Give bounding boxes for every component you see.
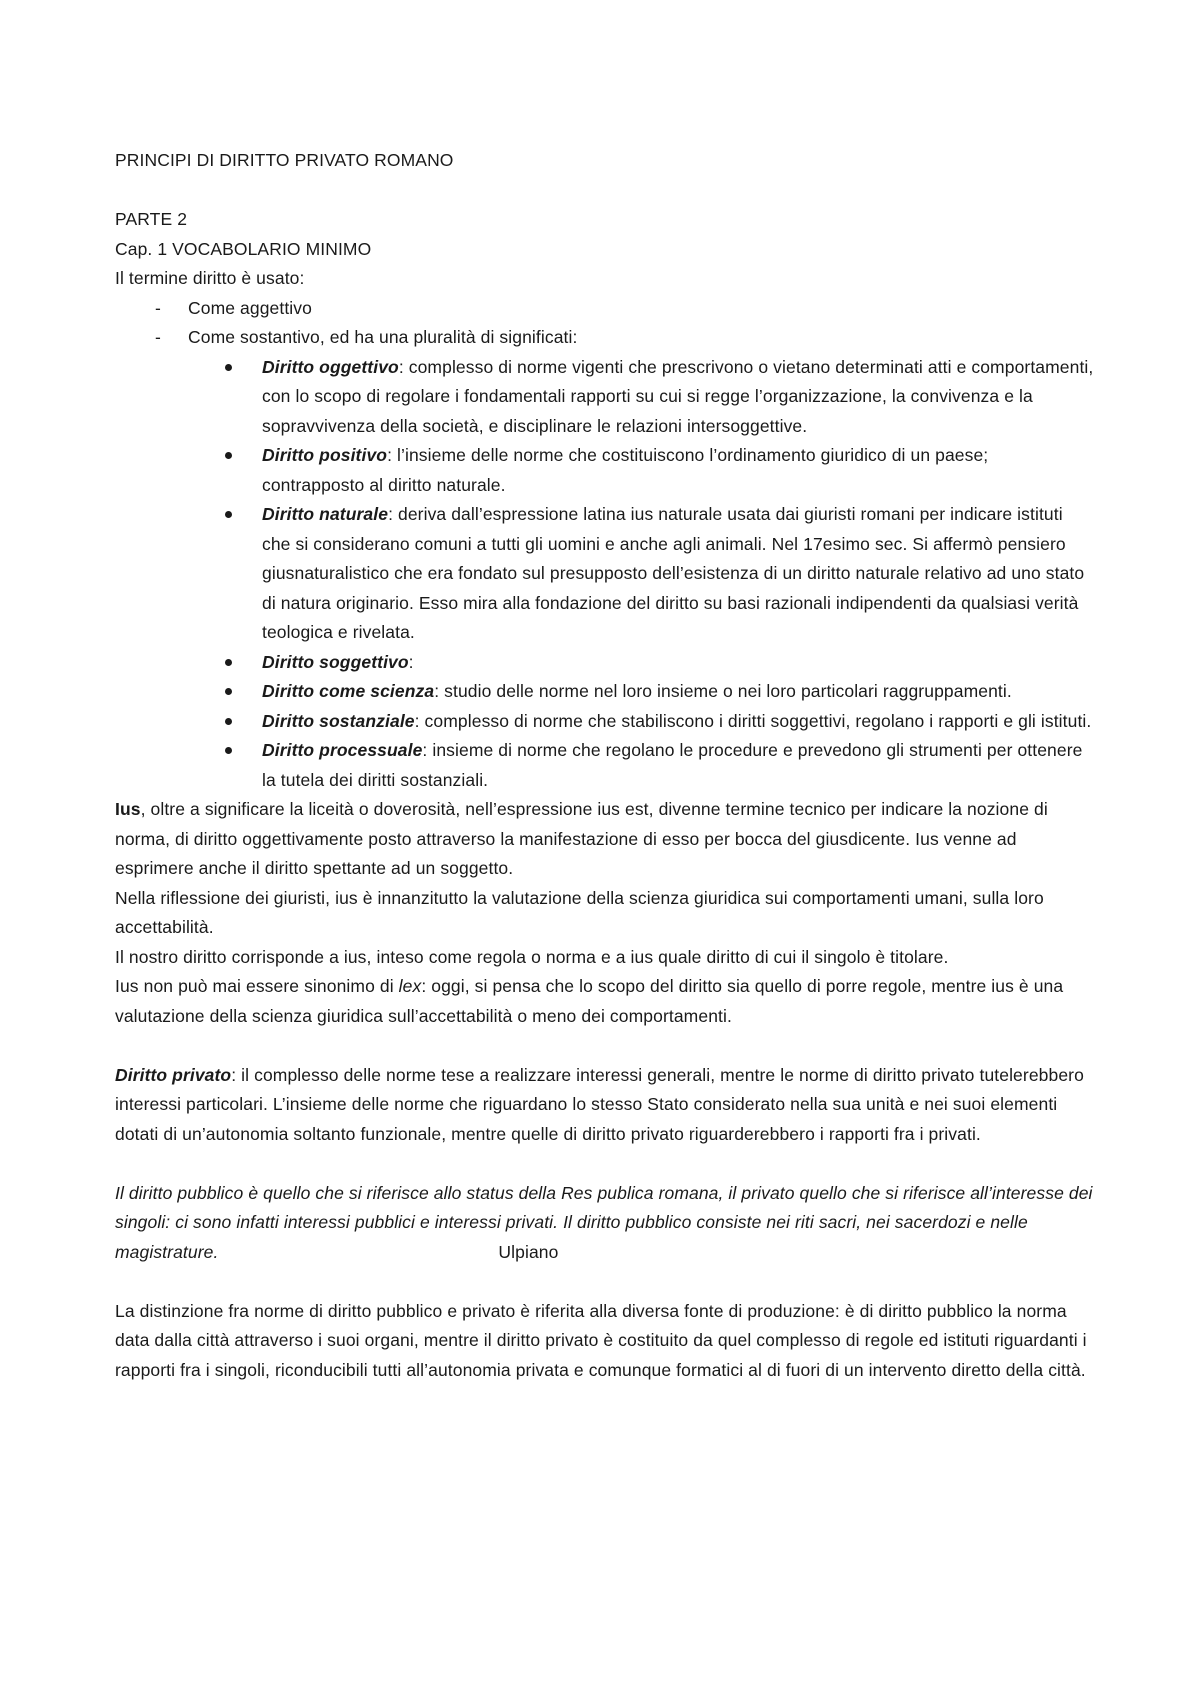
dash-marker: - [155, 327, 161, 347]
bullet-icon [225, 364, 232, 371]
definition-term: Diritto sostanziale [262, 710, 415, 731]
ius-reflection-paragraph: Nella riflessione dei giuristi, ius è innanzitutto la valutazione della scienza giuridica sui comportamenti umani, sulla loro accettabilità. [115, 887, 1044, 937]
definition-text: : deriva dall’espressione latina ius naturale usata dai giuristi romani per indicare istituti che si considerano comuni a tutti gli uomini e anche agli animali. Nel 17esimo sec. Si affermò pensiero giusnaturalistico che era fondato sul presupposto dell’esistenza di un diritto naturale relativo ad uno stato di natura originario. Esso mira alla fondazione del diritto su basi razionali indipendenti da qualsiasi verità teologica e rivelata. [262, 504, 1085, 642]
document-body [115, 146, 1095, 1385]
part-heading: PARTE 2 [115, 209, 188, 229]
ius-lex-text-after: : oggi, si pensa che lo scopo del diritto sia quello di porre regole, mentre ius è una valutazione della scienza giuridica sull’accettabilità o meno dei comportamenti. [115, 976, 1064, 1026]
bullet-icon [225, 688, 232, 695]
definition-text: : insieme di norme che regolano le procedure e prevedono gli strumenti per ottenere la tutela dei diritti sostanziali. [262, 740, 1083, 790]
private-law-text: : il complesso delle norme tese a realizzare interessi generali, mentre le norme di diritto privato tutelerebbero interessi particolari. L’insieme delle norme che riguardano lo stesso Stato considerato nella sua unità e nei suoi elementi dotati di un’autonomia soltanto funzionale, mentre quelle di diritto privato riguarderebbero i rapporti fra i privati. [115, 1064, 1084, 1144]
definition-item [115, 736, 1095, 795]
quote-author: Ulpiano [498, 1241, 559, 1262]
ius-lead: Ius [115, 799, 141, 819]
definition-item [115, 677, 1095, 707]
definition-term: Diritto come scienza [262, 681, 435, 701]
definition-item [115, 648, 1095, 678]
definition-term: Diritto processuale [262, 740, 423, 760]
definition-text: : l’insieme delle norme che costituiscono l’ordinamento giuridico di un paese; contrapposto al diritto naturale. [262, 445, 989, 495]
definition-term: Diritto soggettivo [262, 651, 409, 672]
usage-item-text: Come aggettivo [188, 297, 312, 318]
definitions-list [115, 353, 1095, 796]
ius-lex-text-before: Ius non può mai essere sinonimo di [115, 976, 399, 996]
private-law-term: Diritto privato [115, 1064, 232, 1085]
spacer [115, 1149, 1095, 1179]
definition-item [115, 707, 1095, 737]
definition-text: : complesso di norme che stabiliscono i diritti soggettivi, regolano i rapporti e gli istituti. [414, 710, 1092, 731]
spacer [115, 1031, 1095, 1061]
definition-item [115, 500, 1095, 648]
usage-list-item [115, 294, 1095, 324]
private-law-paragraph [115, 1061, 1095, 1150]
ius-paragraph [115, 795, 1095, 884]
bullet-icon [225, 452, 232, 459]
bullet-icon [225, 747, 232, 754]
lex-term: lex [398, 976, 422, 996]
spacer [115, 1267, 1095, 1297]
definition-term: Diritto naturale [262, 504, 389, 524]
chapter-heading: Cap. 1 VOCABOLARIO MINIMO [115, 238, 372, 259]
document-title: PRINCIPI DI DIRITTO PRIVATO ROMANO [115, 150, 454, 170]
ius-lex-paragraph [115, 972, 1095, 1031]
definition-item [115, 441, 1095, 500]
definition-text: : studio delle norme nel loro insieme o nei loro particolari raggruppamenti. [434, 681, 1012, 701]
bullet-icon [225, 511, 232, 518]
definition-term: Diritto oggettivo [262, 356, 399, 377]
dash-marker: - [155, 297, 161, 318]
ulpian-quote [115, 1179, 1095, 1268]
spacer [115, 176, 1095, 206]
usage-list [115, 294, 1095, 353]
definition-text: : [408, 651, 414, 672]
bullet-icon [225, 659, 232, 666]
ius-correspondence-paragraph: Il nostro diritto corrisponde a ius, inteso come regola o norma e a ius quale diritto di cui il singolo è titolare. [115, 946, 949, 967]
final-paragraph: La distinzione fra norme di diritto pubblico e privato è riferita alla diversa fonte di produzione: è di diritto pubblico la norma data dalla città attraverso i suoi organi, mentre il diritto privato è costituito da quel complesso di regole ed istituti riguardanti i rapporti fra i singoli, riconducibili tutti all’autonomia privata e comunque formatici al di fuori di un intervento diretto della città. [115, 1300, 1087, 1380]
bullet-icon [225, 718, 232, 725]
definition-term: Diritto positivo [262, 445, 388, 465]
definition-item [115, 353, 1095, 442]
definition-text: : complesso di norme vigenti che prescrivono o vietano determinati atti e comportamenti, con lo scopo di regolare i fondamentali rapporti su cui si regge l’organizzazione, la convivenza e la sopravvivenza della società, e disciplinare le relazioni intersoggettive. [262, 356, 1094, 436]
usage-list-item [115, 323, 1095, 353]
usage-item-text: Come sostantivo, ed ha una pluralità di significati: [188, 327, 578, 347]
intro-text: Il termine diritto è usato: [115, 268, 305, 288]
ius-text: , oltre a significare la liceità o doverosità, nell’espressione ius est, divenne termine tecnico per indicare la nozione di norma, di diritto oggettivamente posto attraverso la manifestazione di esso per bocca del giusdicente. Ius venne ad esprimere anche il diritto spettante ad un soggetto. [115, 799, 1048, 878]
quote-text: Il diritto pubblico è quello che si riferisce allo status della Res publica romana, il privato quello che si riferisce all’interesse dei singoli: ci sono infatti interessi pubblici e interessi privati. Il diritto pubblico consiste nei riti sacri, nei sacerdozi e nelle magistrature. [115, 1182, 1093, 1262]
